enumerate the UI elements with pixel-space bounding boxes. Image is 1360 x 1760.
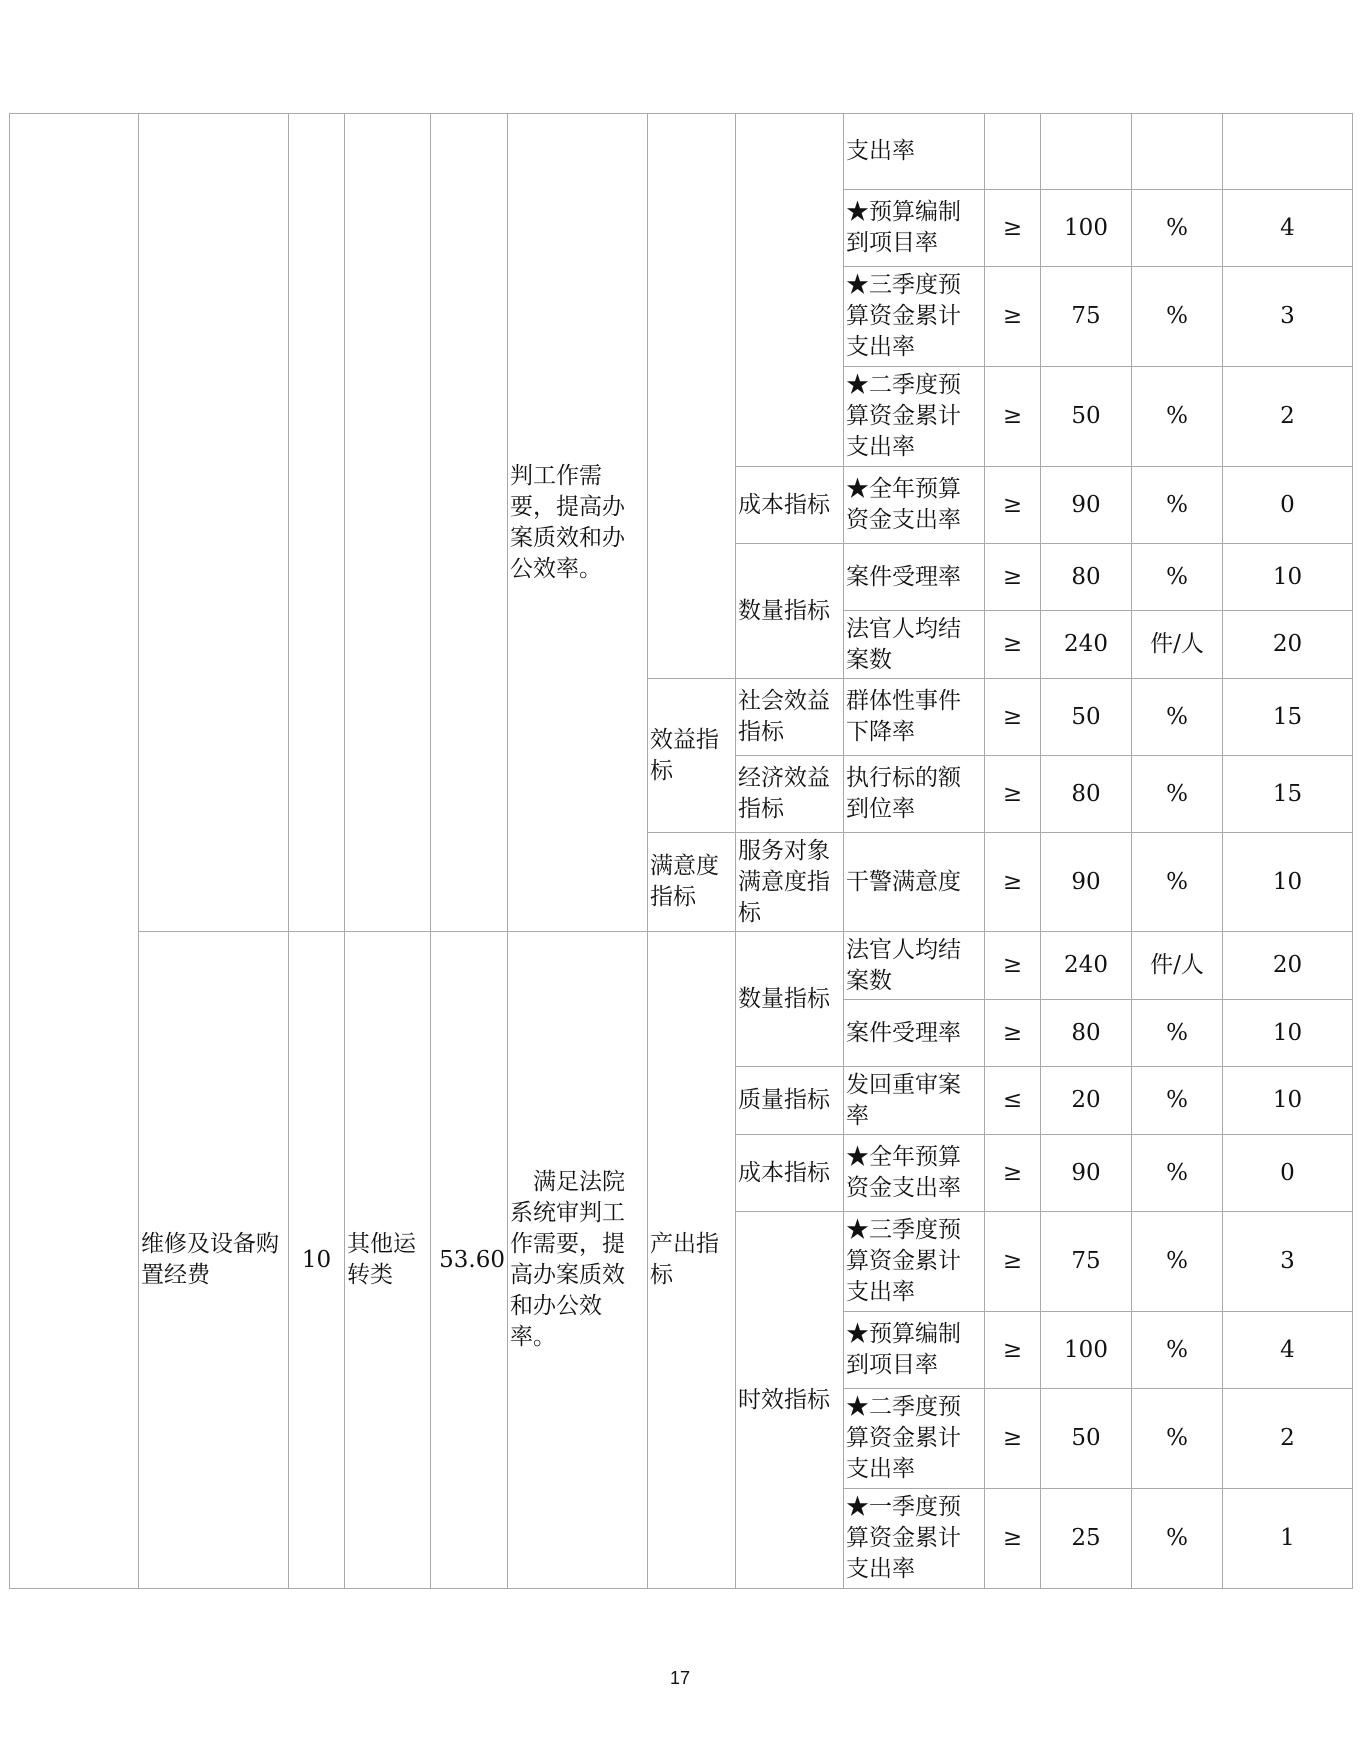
indicator-name: 支出率 [844, 114, 985, 190]
operator-cell: ≥ [985, 932, 1041, 1000]
indicator-name: ★三季度预算资金累计支出率 [844, 267, 985, 367]
level3-indicator: 数量指标 [736, 544, 844, 679]
unit-cell: % [1132, 1489, 1223, 1589]
project-purpose: 满足法院系统审判工作需要，提高办案质效和办公效率。 [508, 932, 648, 1589]
score-cell: 3 [1223, 1212, 1353, 1312]
prev-ratio-cell [431, 114, 508, 932]
project-category: 其他运转类 [345, 932, 431, 1589]
value-cell: 75 [1041, 1212, 1132, 1312]
indicator-name: 案件受理率 [844, 1000, 985, 1067]
level3-indicator: 服务对象满意度指标 [736, 833, 844, 932]
operator-cell: ≥ [985, 756, 1041, 833]
value-cell: 80 [1041, 1000, 1132, 1067]
level3-indicator: 质量指标 [736, 1067, 844, 1135]
indicator-name: ★全年预算资金支出率 [844, 467, 985, 544]
indicator-name: ★全年预算资金支出率 [844, 1135, 985, 1212]
operator-cell: ≥ [985, 1212, 1041, 1312]
value-cell: 50 [1041, 367, 1132, 467]
level2-indicator: 满意度指标 [648, 833, 736, 932]
prev-amount-cell [289, 114, 345, 932]
unit-cell: % [1132, 1389, 1223, 1489]
project-amount: 10 [289, 932, 345, 1589]
score-cell: 10 [1223, 1067, 1353, 1135]
page-number: 17 [669, 1668, 691, 1688]
score-cell: 10 [1223, 833, 1353, 932]
indicator-name: ★预算编制到项目率 [844, 1312, 985, 1389]
score-cell: 3 [1223, 267, 1353, 367]
value-cell: 100 [1041, 1312, 1132, 1389]
indicator-name: 执行标的额到位率 [844, 756, 985, 833]
value-cell: 90 [1041, 1135, 1132, 1212]
value-cell: 90 [1041, 467, 1132, 544]
value-cell: 75 [1041, 267, 1132, 367]
score-cell: 4 [1223, 190, 1353, 267]
unit-cell: % [1132, 267, 1223, 367]
value-cell: 20 [1041, 1067, 1132, 1135]
prev-level2-output-cell [648, 114, 736, 679]
score-cell: 15 [1223, 756, 1353, 833]
score-cell: 0 [1223, 467, 1353, 544]
score-cell: 20 [1223, 932, 1353, 1000]
unit-cell: % [1132, 1135, 1223, 1212]
operator-cell: ≥ [985, 467, 1041, 544]
unit-cell: % [1132, 367, 1223, 467]
value-cell: 80 [1041, 544, 1132, 611]
unit-cell: % [1132, 190, 1223, 267]
value-cell: 50 [1041, 679, 1132, 756]
value-cell: 100 [1041, 190, 1132, 267]
value-cell: 80 [1041, 756, 1132, 833]
operator-cell: ≥ [985, 1000, 1041, 1067]
value-cell: 240 [1041, 611, 1132, 679]
operator-cell: ≥ [985, 1135, 1041, 1212]
value-cell: 50 [1041, 1389, 1132, 1489]
level3-indicator: 时效指标 [736, 1212, 844, 1589]
indicator-name: ★一季度预算资金累计支出率 [844, 1489, 985, 1589]
prev-level3-timeliness-cell [736, 114, 844, 467]
level3-indicator: 成本指标 [736, 1135, 844, 1212]
unit-cell: 件/人 [1132, 611, 1223, 679]
operator-cell: ≥ [985, 1312, 1041, 1389]
value-cell: 90 [1041, 833, 1132, 932]
prev-project-name-cell [139, 114, 289, 932]
indicator-name: ★二季度预算资金累计支出率 [844, 1389, 985, 1489]
score-cell: 10 [1223, 544, 1353, 611]
level3-indicator: 社会效益指标 [736, 679, 844, 756]
unit-cell: % [1132, 1312, 1223, 1389]
table-row [10, 114, 1353, 190]
unit-cell: % [1132, 679, 1223, 756]
indicator-name: ★预算编制到项目率 [844, 190, 985, 267]
unit-cell: % [1132, 833, 1223, 932]
unit-cell: % [1132, 756, 1223, 833]
unit-cell: % [1132, 1067, 1223, 1135]
unit-cell [1132, 114, 1223, 190]
prev-purpose-cell: 判工作需要，提高办案质效和办公效率。 [508, 114, 648, 932]
operator-cell: ≥ [985, 1389, 1041, 1489]
operator-cell: ≥ [985, 833, 1041, 932]
prev-category-cell [345, 114, 431, 932]
operator-cell: ≥ [985, 267, 1041, 367]
indicator-name: ★三季度预算资金累计支出率 [844, 1212, 985, 1312]
indicator-name: 案件受理率 [844, 544, 985, 611]
operator-cell: ≥ [985, 544, 1041, 611]
level2-indicator: 产出指标 [648, 932, 736, 1589]
score-cell: 20 [1223, 611, 1353, 679]
indicator-name: 群体性事件下降率 [844, 679, 985, 756]
project-name: 维修及设备购置经费 [139, 932, 289, 1589]
level3-indicator: 经济效益指标 [736, 756, 844, 833]
score-cell: 4 [1223, 1312, 1353, 1389]
unit-cell: % [1132, 1212, 1223, 1312]
blank-first-column [10, 114, 139, 1589]
score-cell: 10 [1223, 1000, 1353, 1067]
operator-cell: ≥ [985, 190, 1041, 267]
value-cell [1041, 114, 1132, 190]
score-cell: 2 [1223, 1389, 1353, 1489]
score-cell: 0 [1223, 1135, 1353, 1212]
operator-cell: ≤ [985, 1067, 1041, 1135]
unit-cell: 件/人 [1132, 932, 1223, 1000]
indicator-name: 法官人均结案数 [844, 611, 985, 679]
value-cell: 25 [1041, 1489, 1132, 1589]
operator-cell: ≥ [985, 367, 1041, 467]
level2-indicator: 效益指标 [648, 679, 736, 833]
score-cell: 15 [1223, 679, 1353, 756]
table-row [10, 932, 1353, 1000]
score-cell: 2 [1223, 367, 1353, 467]
indicator-name: 干警满意度 [844, 833, 985, 932]
unit-cell: % [1132, 1000, 1223, 1067]
score-cell: 1 [1223, 1489, 1353, 1589]
unit-cell: % [1132, 467, 1223, 544]
operator-cell: ≥ [985, 611, 1041, 679]
value-cell: 240 [1041, 932, 1132, 1000]
operator-cell [985, 114, 1041, 190]
level3-indicator: 数量指标 [736, 932, 844, 1067]
performance-table [9, 113, 1353, 1589]
indicator-name: ★二季度预算资金累计支出率 [844, 367, 985, 467]
operator-cell: ≥ [985, 1489, 1041, 1589]
operator-cell: ≥ [985, 679, 1041, 756]
score-cell [1223, 114, 1353, 190]
project-ratio: 53.60 [431, 932, 508, 1589]
unit-cell: % [1132, 544, 1223, 611]
level3-indicator: 成本指标 [736, 467, 844, 544]
indicator-name: 法官人均结案数 [844, 932, 985, 1000]
indicator-name: 发回重审案率 [844, 1067, 985, 1135]
